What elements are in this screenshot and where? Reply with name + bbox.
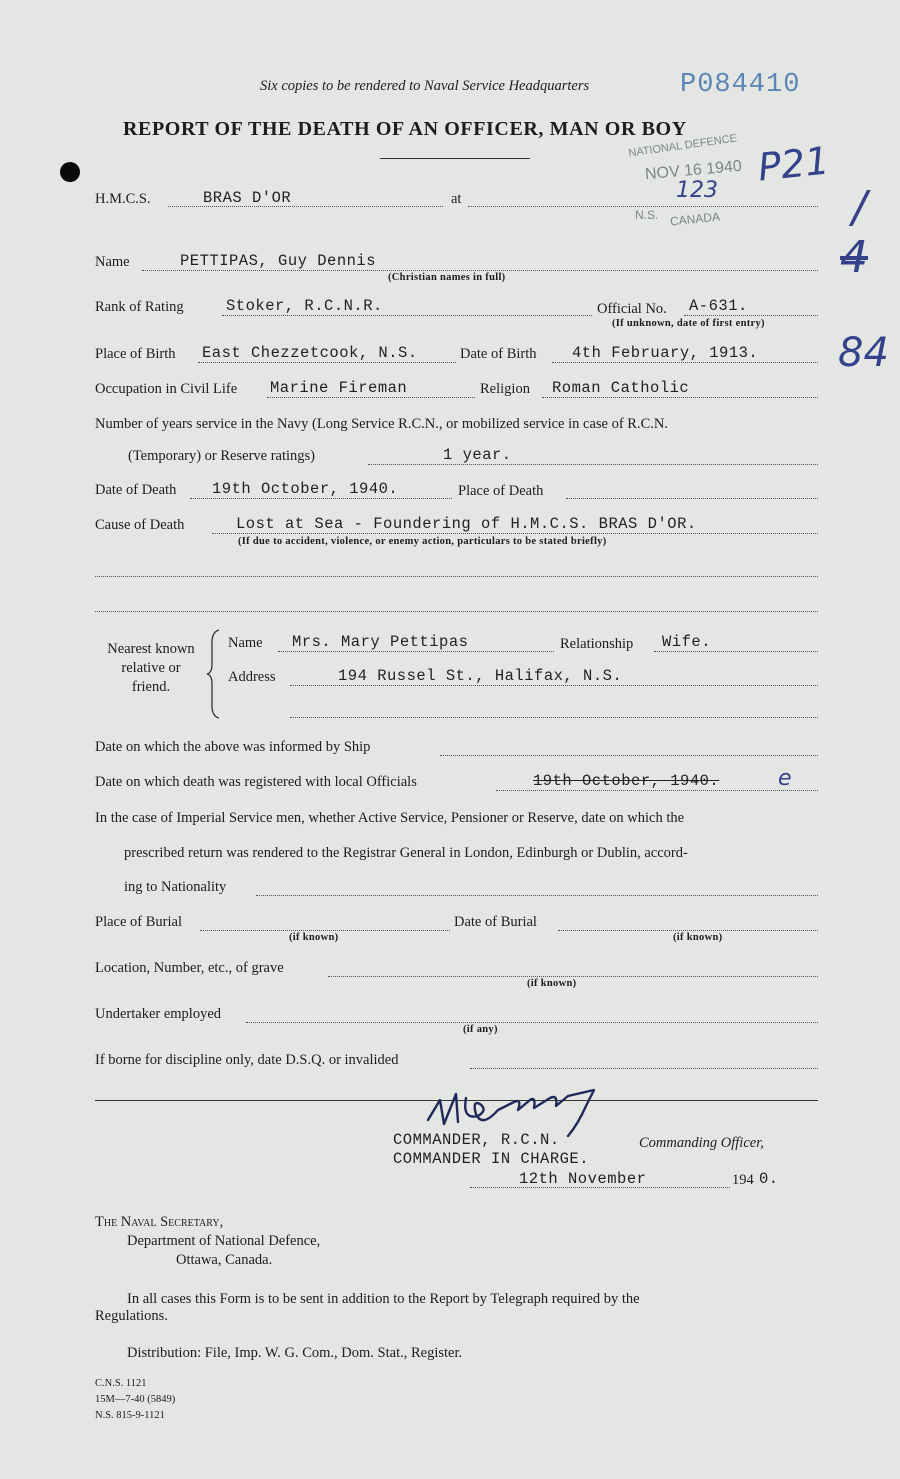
birth-date-label: Date of Birth (460, 346, 537, 362)
occupation-value: Marine Fireman (270, 379, 408, 397)
relationship-value: Wife. (662, 633, 712, 651)
service-line1: Number of years service in the Navy (Long Service R.C.N., or mobilized service in case of R.C.N. (95, 416, 668, 432)
service-value: 1 year. (443, 446, 512, 464)
relative-brace (205, 628, 227, 720)
burial-date-note: (if known) (673, 932, 723, 943)
birth-date-field-line (552, 362, 818, 363)
religion-value: Roman Catholic (552, 379, 690, 397)
informed-field-line (440, 755, 818, 756)
stamp-line1: NATIONAL DEFENCE (627, 132, 738, 160)
signature-role: Commanding Officer, (639, 1135, 764, 1151)
relationship-field-line (654, 651, 818, 652)
occupation-label: Occupation in Civil Life (95, 381, 238, 397)
birth-place-label: Place of Birth (95, 346, 176, 362)
relative-name-value: Mrs. Mary Pettipas (292, 633, 469, 651)
death-place-label: Place of Death (458, 483, 544, 499)
death-cause-extra-line-1 (95, 576, 818, 577)
imperial-line2: prescribed return was rendered to the Registrar General in London, Edinburgh or Dublin, accord- (124, 845, 688, 861)
instructions-line1: In all cases this Form is to be sent in addition to the Report by Telegraph required by the (127, 1291, 640, 1307)
form-code-1: C.N.S. 1121 (95, 1378, 147, 1389)
hmcs-label: H.M.C.S. (95, 191, 151, 207)
name-value: PETTIPAS, Guy Dennis (180, 252, 377, 270)
official-no-value: A-631. (689, 297, 748, 315)
registered-label: Date on which death was registered with local Officials (95, 774, 417, 790)
stamp-number: 123 (676, 178, 718, 203)
rank-field-line (222, 315, 592, 316)
margin-number: 84 (838, 330, 889, 376)
discipline-label: If borne for discipline only, date D.S.Q. or invalided (95, 1052, 399, 1068)
name-field-line (142, 270, 818, 271)
religion-field-line (542, 397, 818, 398)
grave-label: Location, Number, etc., of grave (95, 960, 284, 976)
form-code-3: N.S. 815-9-1121 (95, 1410, 165, 1421)
official-no-note: (If unknown, date of first entry) (612, 318, 765, 329)
burial-place-field-line (200, 930, 450, 931)
burial-place-note: (if known) (289, 932, 339, 943)
rank-value: Stoker, R.C.N.R. (226, 297, 383, 315)
religion-label: Religion (480, 381, 530, 397)
death-cause-value: Lost at Sea - Foundering of H.M.C.S. BRAS D'OR. (236, 515, 697, 533)
burial-place-label: Place of Burial (95, 914, 182, 930)
handwritten-ref: P21 (755, 138, 832, 190)
service-field-line (368, 464, 818, 465)
registered-value: 19th October, 1940. (533, 772, 720, 790)
undertaker-note: (if any) (463, 1024, 498, 1035)
undertaker-label: Undertaker employed (95, 1006, 222, 1022)
form-code-2: 15M—7-40 (5849) (95, 1394, 176, 1405)
death-cause-extra-line-2 (95, 611, 818, 612)
birth-place-field-line (198, 362, 456, 363)
instructions-line2: Regulations. (95, 1308, 168, 1324)
death-date-field-line (190, 498, 452, 499)
stamp-prefix: N.S. (635, 208, 659, 222)
death-date-value: 19th October, 1940. (212, 480, 399, 498)
relative-group-line1: Nearest known (107, 641, 195, 657)
at-label: at (451, 191, 462, 207)
burial-date-field-line (558, 930, 818, 931)
grave-note: (if known) (527, 978, 577, 989)
margin-crossed-number: 4 (840, 232, 868, 283)
name-label: Name (95, 254, 130, 270)
margin-slash: / (852, 182, 867, 233)
relative-group-line3: friend. (131, 679, 171, 695)
copies-note: Six copies to be rendered to Naval Service Headquarters (260, 78, 590, 94)
official-no-field-line (684, 315, 818, 316)
title-rule (380, 158, 530, 159)
discipline-field-line (470, 1068, 818, 1069)
undertaker-field-line (246, 1022, 818, 1023)
relative-address-label: Address (228, 669, 276, 685)
death-place-field-line (566, 498, 818, 499)
distribution-note: Distribution: File, Imp. W. G. Com., Dom. Stat., Register. (127, 1345, 463, 1361)
signature-line1: COMMANDER, R.C.N. (393, 1131, 560, 1149)
signature-year-suffix: 0. (759, 1170, 779, 1188)
death-cause-note: (If due to accident, violence, or enemy action, particulars to be stated briefly) (238, 536, 607, 547)
relative-name-label: Name (228, 635, 263, 651)
name-note: (Christian names in full) (388, 272, 506, 283)
serial-stamp: P084410 (680, 70, 801, 100)
registered-hand-mark: e (778, 766, 792, 791)
imperial-field-line (256, 895, 818, 896)
relative-address-field-line (290, 685, 818, 686)
hmcs-value: BRAS D'OR (203, 189, 292, 207)
relative-address-value: 194 Russel St., Halifax, N.S. (338, 667, 623, 685)
burial-date-label: Date of Burial (454, 914, 537, 930)
birth-date-value: 4th February, 1913. (572, 344, 759, 362)
occupation-field-line (267, 397, 475, 398)
punch-hole (60, 162, 80, 182)
at-field-line (468, 206, 818, 207)
address-line2: Department of National Defence, (127, 1233, 321, 1249)
official-no-label: Official No. (597, 301, 667, 317)
signature-year-prefix: 194 (732, 1172, 754, 1188)
informed-label: Date on which the above was informed by Ship (95, 739, 371, 755)
birth-place-value: East Chezzetcook, N.S. (202, 344, 418, 362)
rank-label: Rank of Rating (95, 299, 184, 315)
imperial-line1: In the case of Imperial Service men, whether Active Service, Pensioner or Reserve, date on which the (95, 810, 685, 826)
registered-field-line (496, 790, 818, 791)
relative-group-line2: relative or (121, 660, 181, 676)
stamp-date: NOV 16 1940 (644, 157, 743, 184)
address-line3: Ottawa, Canada. (176, 1252, 273, 1268)
relationship-label: Relationship (560, 636, 634, 652)
grave-field-line (328, 976, 818, 977)
imperial-line3: ing to Nationality (124, 879, 227, 895)
form-title: REPORT OF THE DEATH OF AN OFFICER, MAN OR BOY (123, 118, 687, 140)
address-line1: The Naval Secretary, (95, 1214, 224, 1230)
stamp-country: CANADA (669, 209, 721, 229)
relative-name-field-line (278, 651, 554, 652)
death-cause-label: Cause of Death (95, 517, 185, 533)
death-date-label: Date of Death (95, 482, 177, 498)
service-line2: (Temporary) or Reserve ratings) (128, 448, 316, 464)
signature-date: 12th November (519, 1170, 647, 1188)
signature-line2: COMMANDER IN CHARGE. (393, 1150, 590, 1168)
relative-address-extra-line (290, 717, 818, 718)
death-cause-field-line (212, 533, 818, 534)
